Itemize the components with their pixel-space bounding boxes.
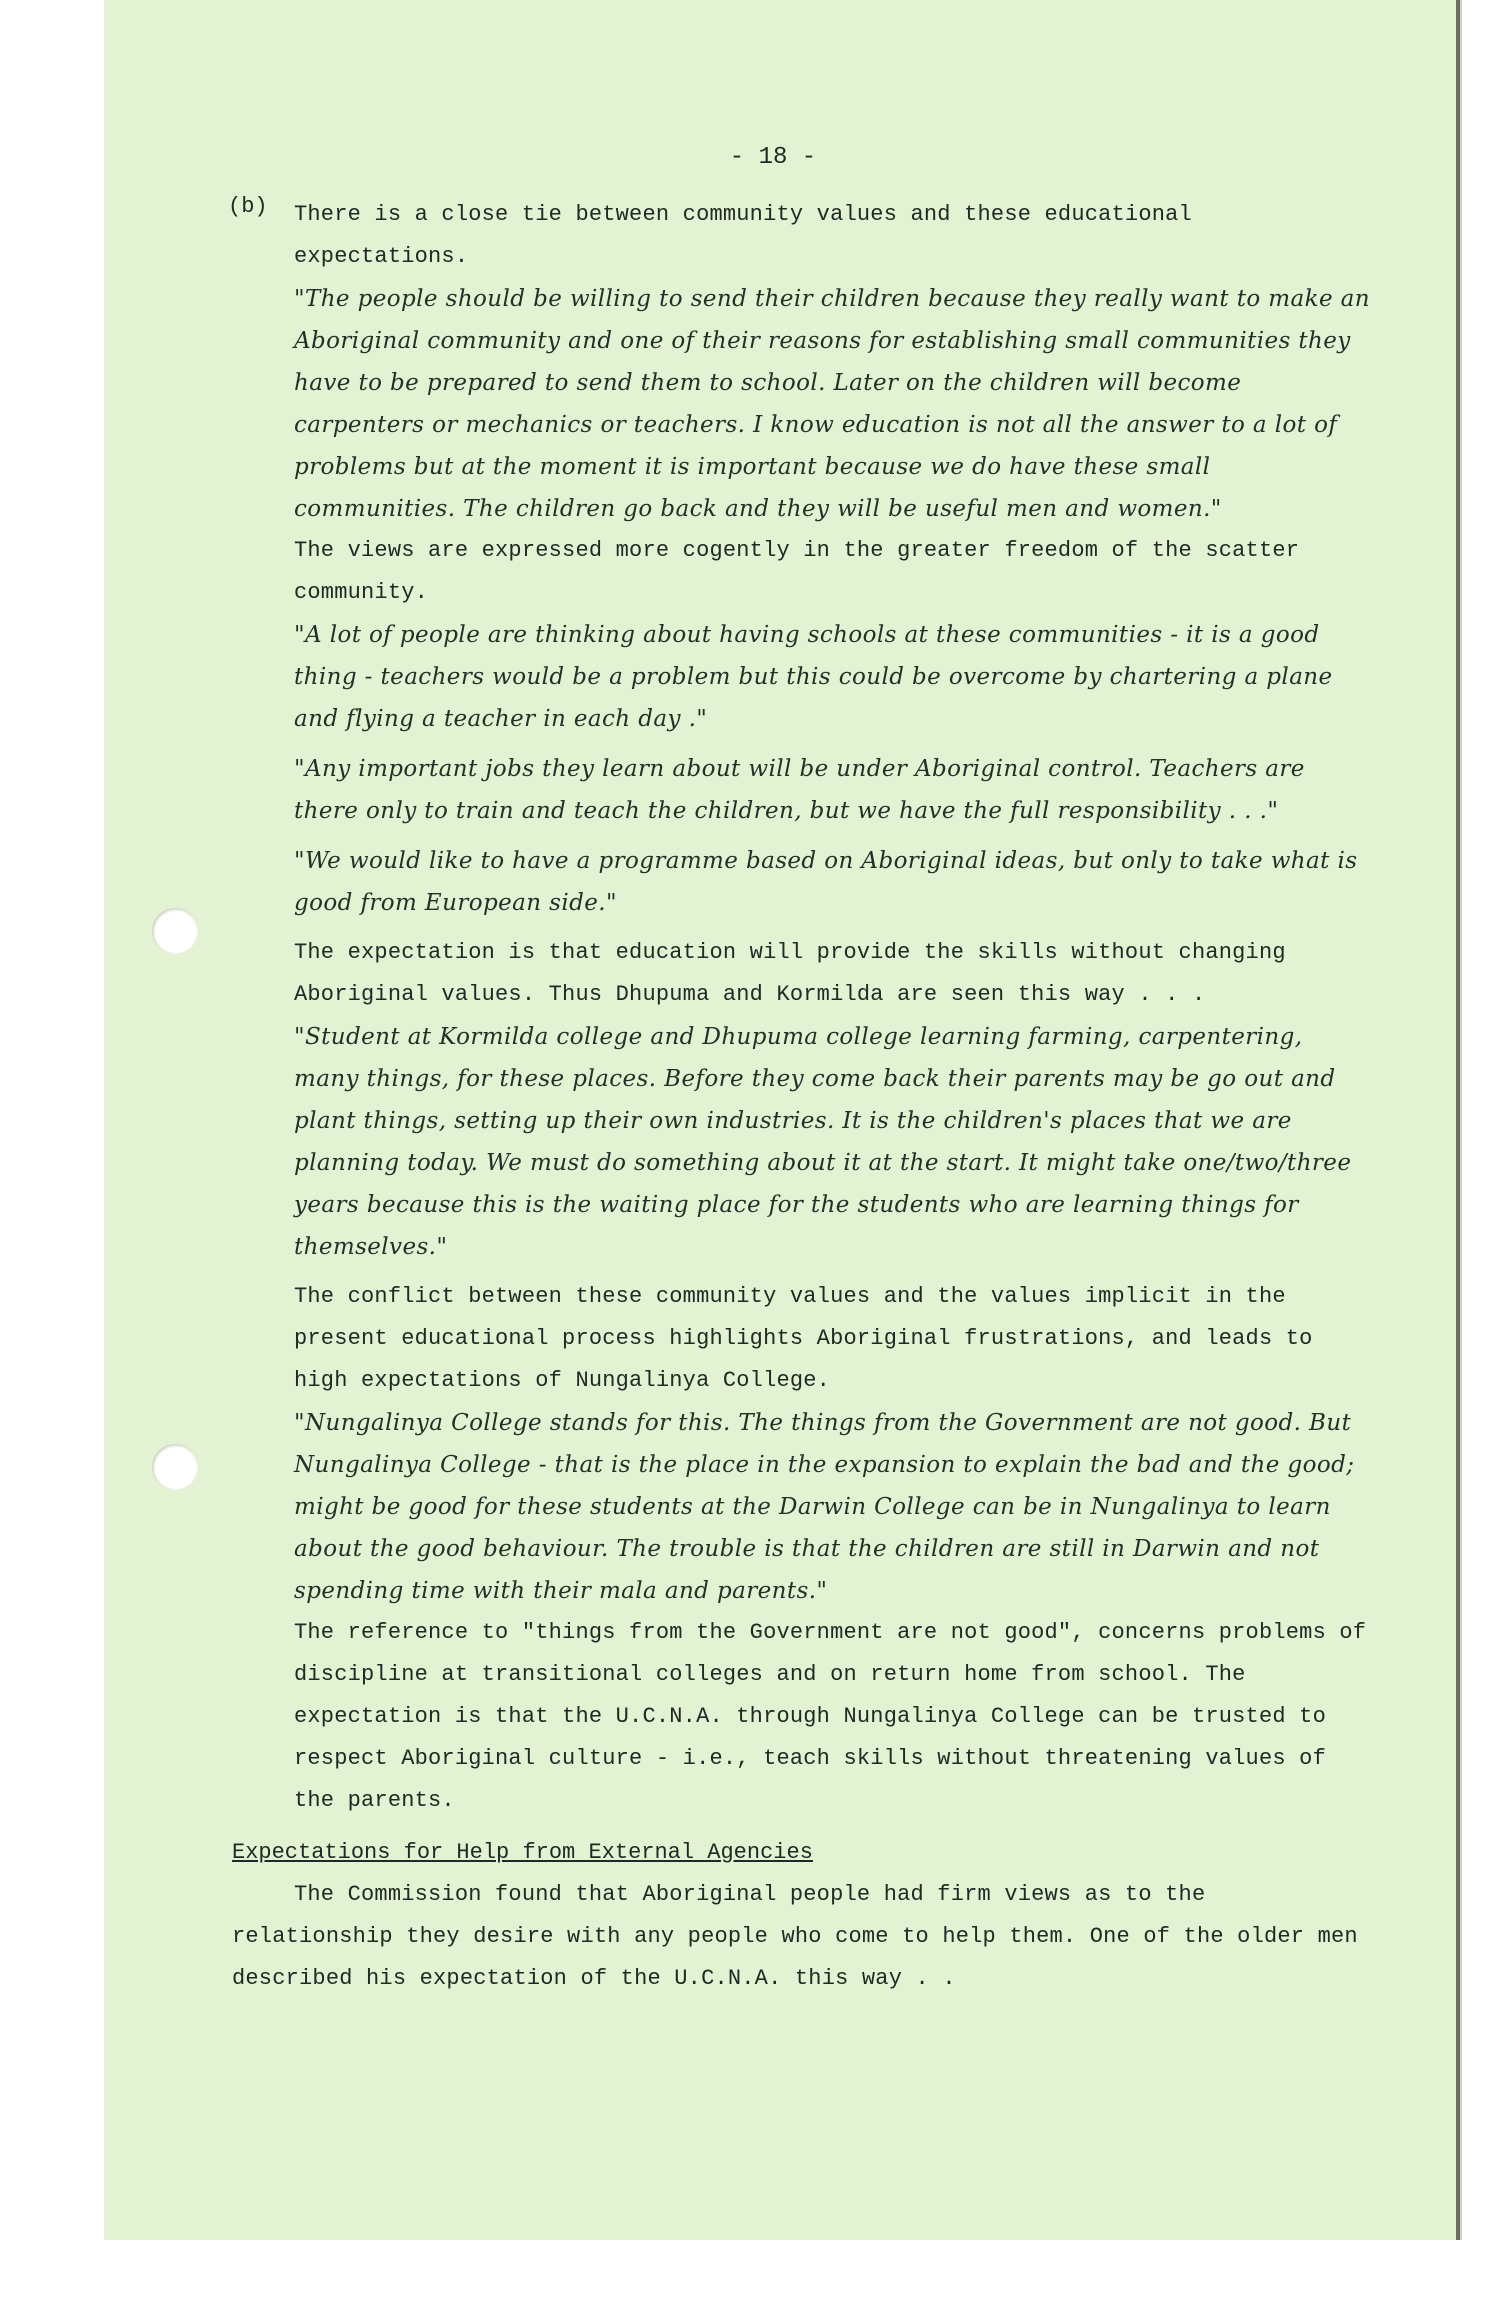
paragraph-closing: The Commission found that Aboriginal people had firm views as to the relationship they desire with any people who come to help them. One of the older men described his expectation of the U.C.N.A. this way . .	[232, 1882, 1358, 1991]
quote-6: "Nungalinya College stands for this. The things from the Government are not good. But Nungalinya College - that is the place in the expansion to explain the bad and the good; might be good for these students at the Darwin College can be in Nungalinya to learn about the good behaviour. The trouble is that the children are still in Darwin and not spending time with their mala and parents."	[294, 1410, 1355, 1604]
paragraph-intro: There is a close tie between community values and these educational expectations.	[294, 202, 1192, 269]
quote-4: "We would like to have a programme based on Aboriginal ideas, but only to take what is good from European side."	[294, 848, 1358, 916]
quote-2: "A lot of people are thinking about having schools at these communities - it is a good thing - teachers would be a problem but this could be overcome by chartering a plane and flying a teacher in each day ."	[294, 622, 1333, 732]
punch-hole	[152, 908, 198, 954]
quote-5: "Student at Kormilda college and Dhupuma college learning farming, carpentering, many things, for these places. Before they come back their parents may be go out and plant things, setting up their own industries. It is the children's places that we are planning today. We must do something about it at the start. It might take one/two/three years because this is the waiting place for the students who are learning things for themselves."	[294, 1024, 1352, 1260]
section-heading: Expectations for Help from External Agencies	[232, 1840, 813, 1865]
section-marker: (b)	[228, 194, 268, 219]
paragraph-reference: The reference to "things from the Government are not good", concerns problems of discipline at transitional colleges and on return home from school. The expectation is that the U.C.N.A. through Nungalinya College can be trusted to respect Aboriginal culture - i.e., teach skills without threatening values of the parents.	[294, 1620, 1367, 1813]
quote-3: "Any important jobs they learn about will be under Aboriginal control. Teachers are there only to train and teach the children, but we have the full responsibility . . ."	[294, 756, 1305, 824]
sheet-edge	[1456, 0, 1460, 2240]
page-number: - 18 -	[729, 144, 817, 171]
paragraph-conflict: The conflict between these community values and the values implicit in the present educational process highlights Aboriginal frustrations, and leads to high expectations of Nungalinya College.	[294, 1284, 1313, 1393]
paragraph-expectation: The expectation is that education will provide the skills without changing Aboriginal values. Thus Dhupuma and Kormilda are seen this way . . .	[294, 940, 1286, 1007]
paragraph-views: The views are expressed more cogently in the greater freedom of the scatter community.	[294, 538, 1300, 605]
punch-hole	[152, 1444, 198, 1490]
quote-1: "The people should be willing to send their children because they really want to make an Aboriginal community and one of their reasons for establishing small communities they have to be prepared to send them to school. Later on the children will become carpenters or mechanics or teachers. I know education is not all the answer to a lot of problems but at the moment it is important because we do have these small communities. The children go back and they will be useful men and women."	[294, 286, 1371, 522]
document-body	[228, 194, 1374, 2000]
